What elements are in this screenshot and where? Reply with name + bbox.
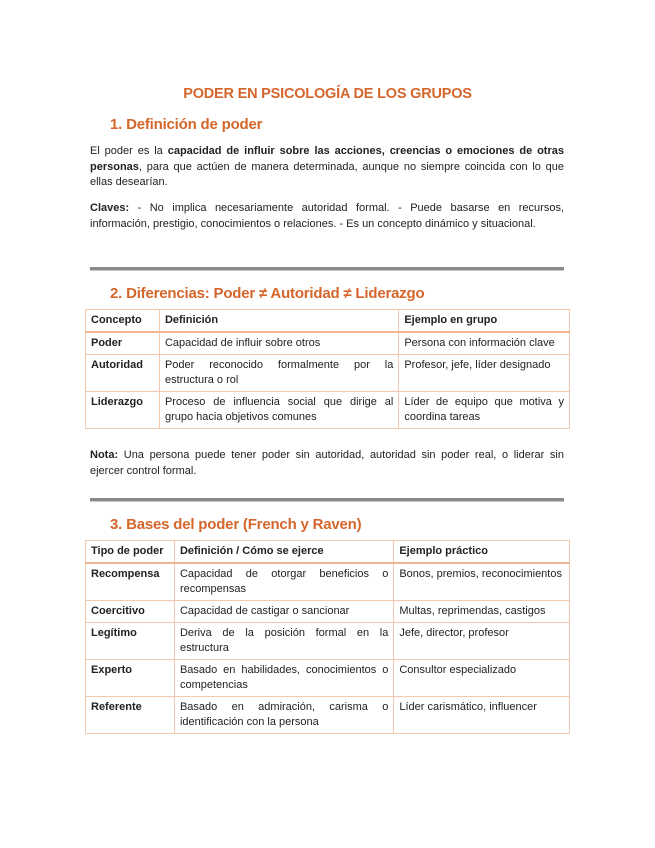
table-cell: Deriva de la posición formal en la estructura xyxy=(174,623,393,660)
table-cell: Capacidad de otorgar beneficios o recompensas xyxy=(174,563,393,601)
power-bases-table xyxy=(85,540,570,734)
table-row xyxy=(86,601,570,623)
table-cell: Líder de equipo que motiva y coordina tareas xyxy=(399,392,570,429)
document-title: PODER EN PSICOLOGÍA DE LOS GRUPOS xyxy=(183,86,472,102)
definition-text-bold: capacidad de influir sobre las acciones, creencias o emociones de otras personas xyxy=(90,145,564,173)
table-cell: Recompensa xyxy=(86,563,175,601)
table-cell: Consultor especializado xyxy=(394,660,570,697)
table-cell: Liderazgo xyxy=(86,392,160,429)
table-cell: Bonos, premios, reconocimientos xyxy=(394,563,570,601)
table-cell: Profesor, jefe, líder designado xyxy=(399,355,570,392)
table-row xyxy=(86,392,570,429)
definition-paragraph xyxy=(90,144,564,191)
section-1-heading: 1. Definición de poder xyxy=(110,116,263,133)
table-cell: Jefe, director, profesor xyxy=(394,623,570,660)
table-row xyxy=(86,623,570,660)
table-cell: Proceso de influencia social que dirige al grupo hacia objetivos comunes xyxy=(159,392,398,429)
table-cell: Autoridad xyxy=(86,355,160,392)
note-label: Nota: xyxy=(90,449,119,461)
table-cell: Multas, reprimendas, castigos xyxy=(394,601,570,623)
column-header: Ejemplo en grupo xyxy=(399,310,570,333)
claves-label: Claves: xyxy=(90,202,130,214)
table-row xyxy=(86,660,570,697)
table-cell: Coercitivo xyxy=(86,601,175,623)
table-header-row xyxy=(86,310,570,333)
column-header: Ejemplo práctico xyxy=(394,541,570,564)
table-cell: Basado en admiración, carisma o identificación con la persona xyxy=(174,697,393,734)
column-header: Concepto xyxy=(86,310,160,333)
column-header: Definición xyxy=(159,310,398,333)
note-paragraph xyxy=(90,448,564,479)
table-cell: Poder xyxy=(86,332,160,355)
table-row xyxy=(86,697,570,734)
claves-paragraph xyxy=(90,201,564,232)
column-header: Tipo de poder xyxy=(86,541,175,564)
table-row xyxy=(86,355,570,392)
table-row xyxy=(86,332,570,355)
section-divider-2 xyxy=(90,498,564,502)
table-row xyxy=(86,563,570,601)
table-cell: Persona con información clave xyxy=(399,332,570,355)
table-cell: Capacidad de castigar o sancionar xyxy=(174,601,393,623)
table-cell: Referente xyxy=(86,697,175,734)
table-cell: Experto xyxy=(86,660,175,697)
table-cell: Poder reconocido formalmente por la estructura o rol xyxy=(159,355,398,392)
column-header: Definición / Cómo se ejerce xyxy=(174,541,393,564)
section-2-heading: 2. Diferencias: Poder ≠ Autoridad ≠ Liderazgo xyxy=(110,285,425,302)
note-text: Una persona puede tener poder sin autoridad, autoridad sin poder real, o liderar sin ejercer control formal. xyxy=(90,449,564,477)
definition-text-end: , para que actúen de manera determinada, aunque no siempre coincida con lo que ellas desearían. xyxy=(90,160,564,188)
section-divider-1 xyxy=(90,267,564,271)
table-cell: Legítimo xyxy=(86,623,175,660)
differences-table xyxy=(85,309,570,429)
section-3-heading: 3. Bases del poder (French y Raven) xyxy=(110,516,362,533)
claves-text: - No implica necesariamente autoridad formal. - Puede basarse en recursos, información, prestigio, conocimientos o relaciones. - Es un concepto dinámico y situacional. xyxy=(90,202,564,230)
table-cell: Basado en habilidades, conocimientos o competencias xyxy=(174,660,393,697)
table-header-row xyxy=(86,541,570,564)
definition-text-start: El poder es la xyxy=(90,145,168,157)
table-cell: Líder carismático, influencer xyxy=(394,697,570,734)
table-cell: Capacidad de influir sobre otros xyxy=(159,332,398,355)
